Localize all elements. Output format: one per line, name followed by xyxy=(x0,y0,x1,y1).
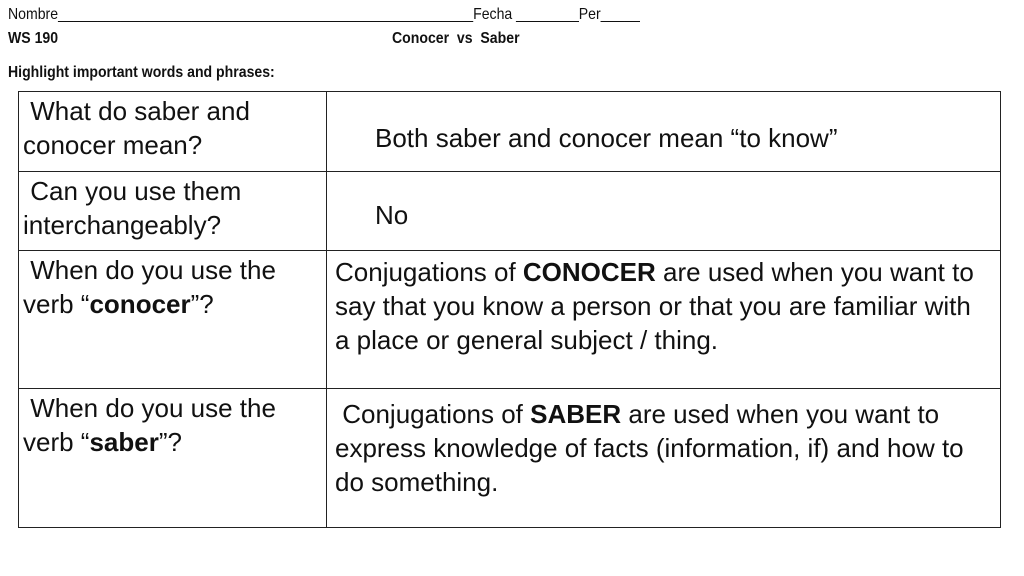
answer-cell xyxy=(327,92,1001,172)
answer-text xyxy=(335,255,990,357)
key-verb: SABER xyxy=(530,399,622,429)
question-text-line: When do you use the xyxy=(23,255,276,285)
answer-text-fragment: Conjugations of xyxy=(335,399,531,429)
answer-text-fragment: are used when you want to say that you know a person or that you are familiar with a place or general subject / thing. xyxy=(335,257,974,355)
question-text-fragment: verb “ xyxy=(23,289,90,319)
answer-cell xyxy=(327,172,1001,251)
key-verb: CONOCER xyxy=(522,257,656,287)
question-text-line: Can you use them xyxy=(23,176,242,206)
answer-text: No xyxy=(375,200,409,230)
answer-cell xyxy=(327,389,1001,528)
worksheet-id: WS 190 xyxy=(8,30,59,47)
question-text-line: conocer mean? xyxy=(23,130,203,160)
header-name-date-line: Nombre_____________________________________________________Fecha ________Per_____ xyxy=(8,6,640,23)
question-cell xyxy=(19,92,327,172)
question-text-line: When do you use the xyxy=(23,393,276,423)
table-row xyxy=(19,389,1001,528)
key-verb: saber xyxy=(89,427,159,457)
question-text-fragment: ”? xyxy=(190,289,214,319)
instruction-text: Highlight important words and phrases: xyxy=(8,64,275,81)
table-row xyxy=(19,251,1001,389)
question-text-fragment: verb “ xyxy=(23,427,90,457)
question-text-line: interchangeably? xyxy=(23,210,222,240)
question-text-line xyxy=(23,287,322,321)
question-text-fragment: ”? xyxy=(158,427,182,457)
worksheet-title: Conocer vs Saber xyxy=(392,30,520,47)
question-cell xyxy=(19,251,327,389)
table-row xyxy=(19,92,1001,172)
question-cell xyxy=(19,172,327,251)
question-text-line: What do saber and xyxy=(23,96,250,126)
question-text-line xyxy=(23,425,322,459)
answer-text xyxy=(335,393,990,499)
key-verb: conocer xyxy=(89,289,191,319)
question-answer-table xyxy=(18,91,1001,528)
answer-text: Both saber and conocer mean “to know” xyxy=(375,123,838,153)
table-row xyxy=(19,172,1001,251)
answer-text-fragment: Conjugations of xyxy=(335,257,523,287)
answer-text-fragment: are used when you want to express knowledge of facts (information, if) and how to do something. xyxy=(335,399,964,497)
answer-cell xyxy=(327,251,1001,389)
question-cell xyxy=(19,389,327,528)
